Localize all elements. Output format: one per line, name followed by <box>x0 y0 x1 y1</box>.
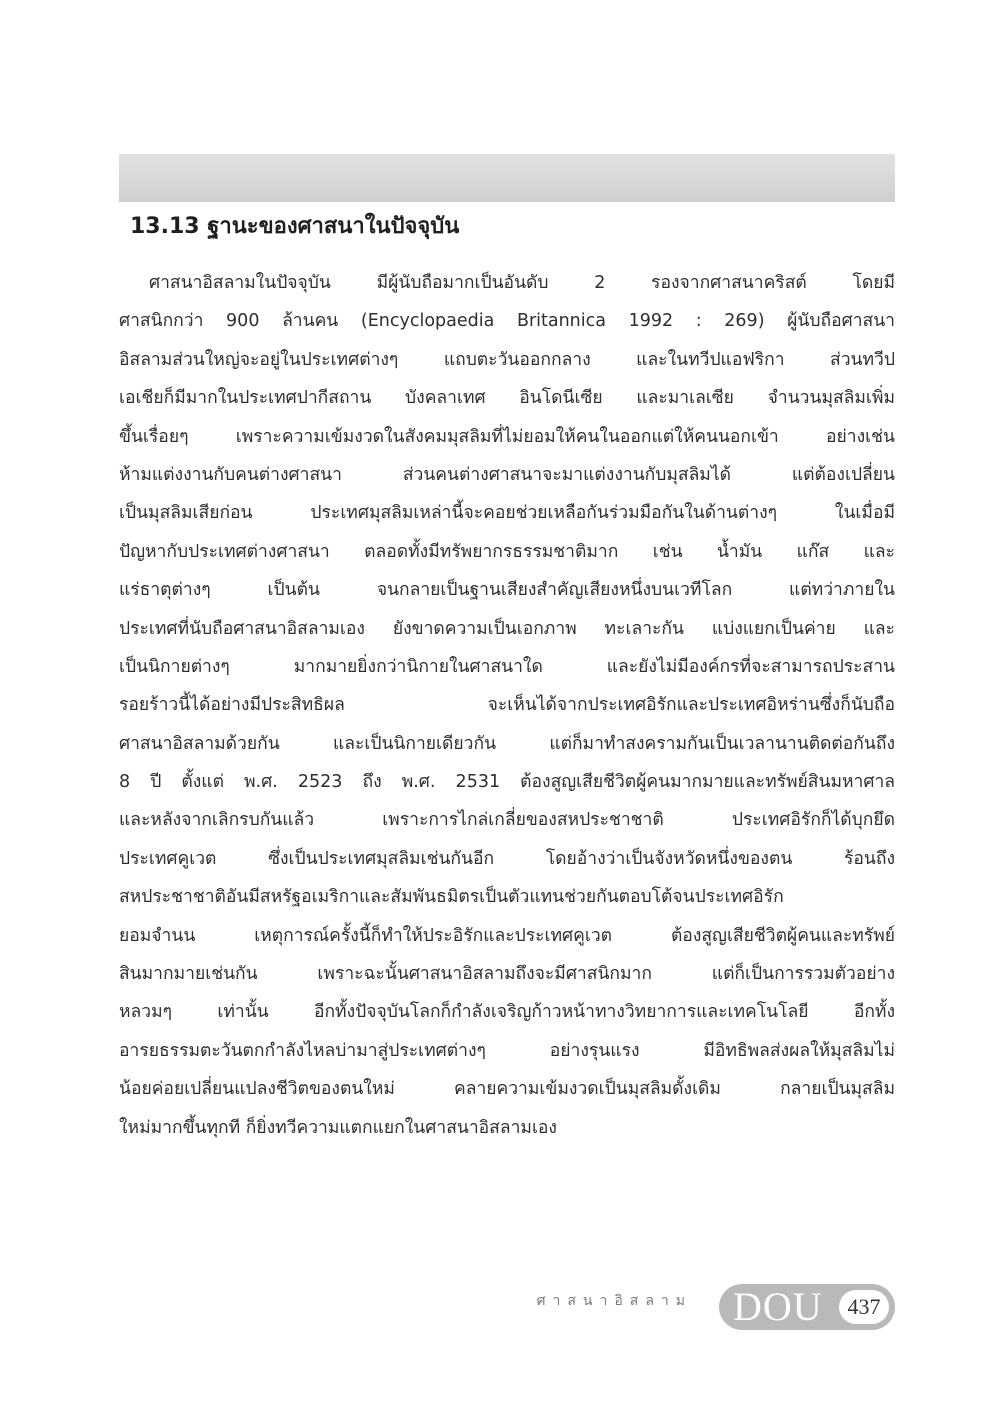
paragraph-line: แร่ธาตุต่างๆ เป็นต้น จนกลายเป็นฐานเสียงสำคัญเสียงหนึ่งบนเวทีโลก แต่ทว่าภายใน <box>119 580 895 601</box>
paragraph-line: ศาสนาอิสลามในปัจจุบัน มีผู้นับถือมากเป็นอันดับ 2 รองจากศาสนาคริสต์ โดยมี <box>149 273 895 293</box>
paragraph-line: ปัญหากับประเทศต่างศาสนา ตลอดทั้งมีทรัพยากรธรรมชาติมาก เช่น น้ำมัน แก๊ส และ <box>119 541 895 562</box>
paragraph-line: ขึ้นเรื่อยๆ เพราะความเข้มงวดในสังคมมุสลิมที่ไม่ยอมให้คนในออกแต่ให้คนนอกเข้า อย่างเช่น <box>119 426 895 447</box>
paragraph-line: และหลังจากเลิกรบกันแล้ว เพราะการไกล่เกลี่ยของสหประชาชาติ ประเทศอิรักก็ได้บุกยึด <box>119 810 895 831</box>
paragraph-line: รอยร้าวนี้ได้อย่างมีประสิทธิผล จะเห็นได้จากประเทศอิรักและประเทศอิหร่านซึ่งก็นับถือ <box>119 695 895 716</box>
paragraph-line: ใหม่มากขึ้นทุกที ก็ยิ่งทวีความแตกแยกในศาสนาอิสลามเอง <box>119 1117 557 1138</box>
paragraph-line: หลวมๆ เท่านั้น อีกทั้งปัจจุบันโลกก็กำลังเจริญก้าวหน้าทางวิทยาการและเทคโนโลยี อีกทั้ง <box>119 1002 895 1023</box>
dou-logo-text: DOU <box>733 1284 823 1329</box>
page-footer <box>0 1282 1000 1332</box>
paragraph-line: 8 ปี ตั้งแต่ พ.ศ. 2523 ถึง พ.ศ. 2531 ต้องสูญเสียชีวิตผู้คนมากมายและทรัพย์สินมหาศาล <box>119 772 895 793</box>
paragraph-line: ศาสนิกกว่า 900 ล้านคน (Encyclopaedia Britannica 1992 : 269) ผู้นับถือศาสนา <box>119 311 895 332</box>
paragraph-line: ประเทศที่นับถือศาสนาอิสลามเอง ยังขาดความเป็นเอกภาพ ทะเลาะกัน แบ่งแยกเป็นค่าย และ <box>119 618 895 639</box>
paragraph-line: ห้ามแต่งงานกับคนต่างศาสนา ส่วนคนต่างศาสนาจะมาแต่งงานกับมุสลิมได้ แต่ต้องเปลี่ยน <box>119 464 895 485</box>
paragraph-line: เป็นมุสลิมเสียก่อน ประเทศมุสลิมเหล่านี้จะคอยช่วยเหลือกันร่วมมือกันในด้านต่างๆ ในเมื่อมี <box>119 503 895 524</box>
paragraph-line: ศาสนาอิสลามด้วยกัน และเป็นนิกายเดียวกัน แต่ก็มาทำสงครามกันเป็นเวลานานติดต่อกันถึง <box>119 733 895 754</box>
page-number: 437 <box>839 1290 889 1324</box>
paragraph-line: ประเทศคูเวต ซึ่งเป็นประเทศมุสลิมเช่นกันอีก โดยอ้างว่าเป็นจังหวัดหนึ่งของตน ร้อนถึง <box>119 848 895 869</box>
paragraph-line: เอเชียก็มีมากในประเทศปากีสถาน บังคลาเทศ อินโดนีเซีย และมาเลเซีย จำนวนมุสลิมเพิ่ม <box>119 388 895 409</box>
paragraph-line: อารยธรรมตะวันตกกำลังไหลบ่ามาสู่ประเทศต่างๆ อย่างรุนแรง มีอิทธิพลส่งผลให้มุสลิมไม่ <box>119 1040 895 1061</box>
paragraph-line: เป็นนิกายต่างๆ มากมายยิ่งกว่านิกายในศาสนาใด และยังไม่มีองค์กรที่จะสามารถประสาน <box>119 656 895 677</box>
paragraph-line: ยอมจำนน เหตุการณ์ครั้งนี้ก็ทำให้ประอิรักและประเทศคูเวต ต้องสูญเสียชีวิตผู้คนและทรัพย์ <box>119 925 895 946</box>
header-band <box>119 154 895 202</box>
footer-course-title: ศาสนาอิสลาม <box>536 1293 692 1309</box>
body-paragraph <box>119 264 895 1147</box>
dou-badge <box>719 1284 895 1330</box>
paragraph-line: น้อยค่อยเปลี่ยนแปลงชีวิตของตนใหม่ คลายความเข้มงวดเป็นมุสลิมดั้งเดิม กลายเป็นมุสลิม <box>119 1079 895 1100</box>
paragraph-line: สินมากมายเช่นกัน เพราะฉะนั้นศาสนาอิสลามถึงจะมีศาสนิกมาก แต่ก็เป็นการรวมตัวอย่าง <box>119 964 895 985</box>
paragraph-line: สหประชาชาติอันมีสหรัฐอเมริกาและสัมพันธมิตรเป็นตัวแทนช่วยกันตอบโต้จนประเทศอิรัก <box>119 887 784 908</box>
paragraph-line: อิสลามส่วนใหญ่จะอยู่ในประเทศต่างๆ แถบตะวันออกกลาง และในทวีปแอฟริกา ส่วนทวีป <box>119 349 895 370</box>
section-title: 13.13 ฐานะของศาสนาในปัจจุบัน <box>130 214 460 239</box>
